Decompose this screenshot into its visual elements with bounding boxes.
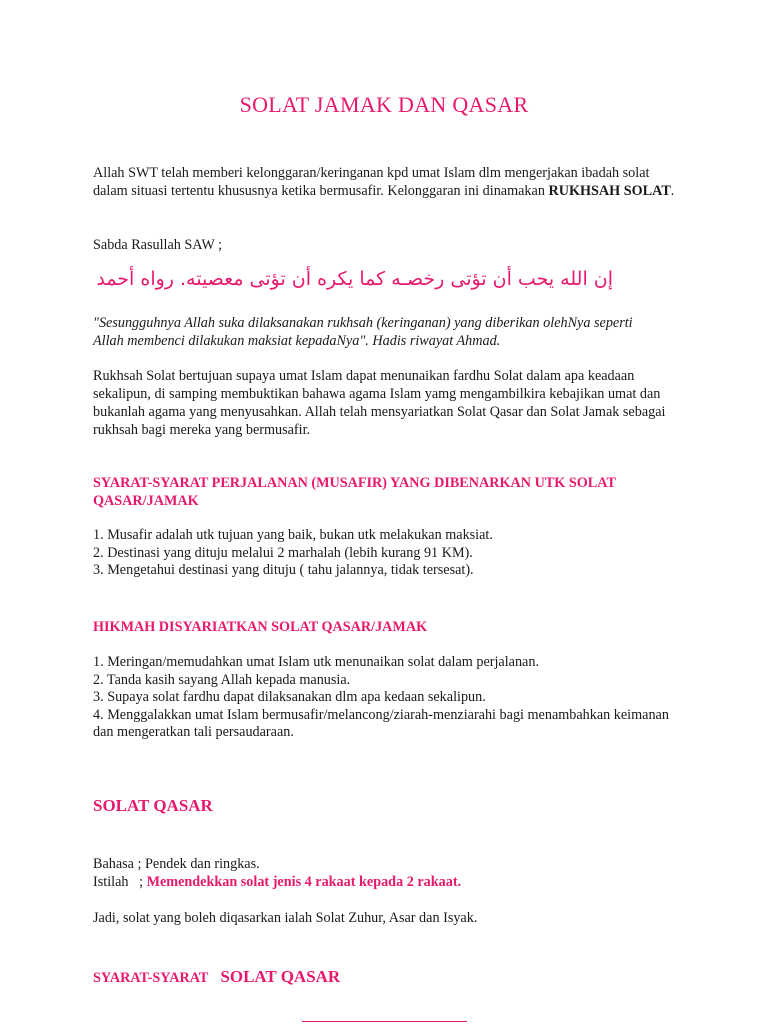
arabic-hadith: إن الله يحب أن تؤتى رخصـه كما يكره أن تؤتى معصيته. رواه أحمد — [96, 268, 613, 290]
hikmah-list — [93, 654, 683, 742]
heading-large-part: SOLAT QASAR — [220, 967, 341, 986]
bahasa-line: Bahasa ; Pendek dan ringkas. — [93, 856, 260, 872]
list-item: 1. Meringan/memudahkan umat Islam utk menunaikan solat dalam perjalanan. — [93, 654, 539, 670]
istilah-line — [93, 873, 683, 891]
divider-line — [302, 1021, 467, 1022]
intro-end: . — [670, 183, 675, 199]
list-item: 2. Destinasi yang dituju melalui 2 marhalah (lebih kurang 91 KM). — [93, 544, 473, 561]
jadi-line: Jadi, solat yang boleh diqasarkan ialah Solat Zuhur, Asar dan Isyak. — [93, 910, 478, 926]
list-item: 2. Tanda kasih sayang Allah kepada manusia. — [93, 671, 351, 688]
syarat-perjalanan-list — [93, 527, 693, 580]
sabda-line: Sabda Rasullah SAW ; — [93, 237, 223, 253]
hadith-translation: "Sesungguhnya Allah suka dilaksanakan rukhsah (keringanan) yang diberikan olehNya seperti Allah membenci dilakukan maksiat kepadaNya". Hadis riwayat Ahmad. — [93, 315, 633, 349]
istilah-label: Istilah ; — [93, 874, 147, 890]
page-title: SOLAT JAMAK DAN QASAR — [239, 92, 529, 117]
list-item: 3. Mengetahui destinasi yang dituju ( tahu jalannya, tidak tersesat). — [93, 562, 474, 578]
section-heading-syarat-perjalanan: SYARAT-SYARAT PERJALANAN (MUSAFIR) YANG DIBENARKAN UTK SOLAT QASAR/JAMAK — [93, 475, 616, 509]
rukhsah-solat-term: RUKHSAH SOLAT — [548, 183, 671, 199]
istilah-definition: Memendekkan solat jenis 4 rakaat kepada 2 rakaat. — [146, 874, 462, 890]
section-heading-hikmah: HIKMAH DISYARIATKAN SOLAT QASAR/JAMAK — [93, 619, 428, 635]
heading-small-part: SYARAT-SYARAT — [93, 970, 209, 986]
intro-paragraph — [93, 164, 683, 200]
section-heading-solat-qasar: SOLAT QASAR — [93, 796, 213, 815]
rukhsah-paragraph: Rukhsah Solat bertujuan supaya umat Islam dapat menunaikan fardhu Solat dalam apa keadaan sekalipun, di samping membuktikan bahawa agama Islam yamg mengambilkira kebajikan umat dan bukanlah agama yang menyusahkan. Allah telah mensyariatkan Solat Qasar dan Solat Jamak sebagai rukhsah bagi mereka yang bermusafir. — [93, 368, 666, 438]
intro-text: Allah SWT telah memberi kelonggaran/keringanan kpd umat Islam dlm mengerjakan ibadah solat dalam situasi tertentu khususnya ketika bermusafir. Kelonggaran ini dinamakan — [93, 165, 650, 199]
list-item: 3. Supaya solat fardhu dapat dilaksanakan dlm apa kedaan sekalipun. — [93, 689, 486, 705]
list-item: 1. Musafir adalah utk tujuan yang baik, bukan utk melakukan maksiat. — [93, 527, 493, 543]
section-heading-syarat-solat-qasar — [93, 962, 340, 989]
list-item: 4. Menggalakkan umat Islam bermusafir/melancong/ziarah-menziarahi bagi menambahkan keimanan dan mengeratkan tali persaudaraan. — [93, 706, 669, 740]
